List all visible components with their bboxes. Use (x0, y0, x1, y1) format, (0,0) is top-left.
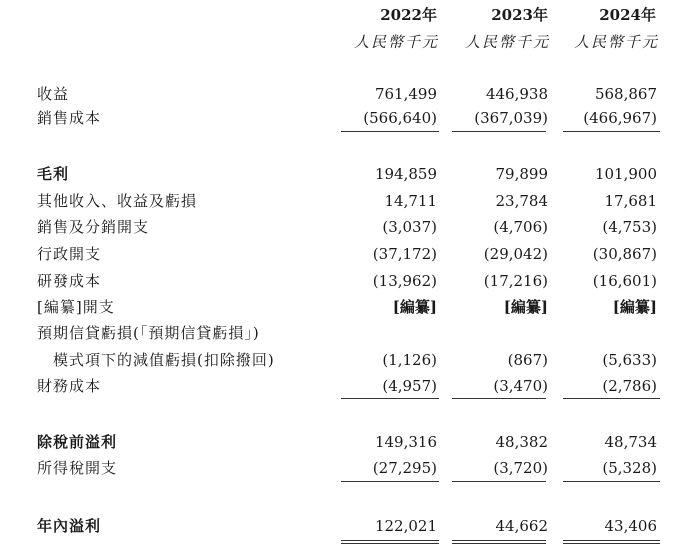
value-2023: 44,662 (495, 517, 548, 535)
row-label: 模式項下的減值虧損(扣除撥回) (53, 351, 275, 369)
row-finance-costs (0, 373, 688, 399)
value-2024: 17,681 (604, 192, 657, 210)
year-header-2023: 2023年 (491, 6, 548, 24)
row-label: 收益 (37, 85, 70, 103)
value-2023: 23,784 (495, 192, 548, 210)
row-profit-for-year (0, 513, 688, 539)
value-2024: (5,633) (602, 351, 657, 369)
row-label: 除稅前溢利 (37, 433, 118, 451)
value-2022: (27,295) (372, 459, 437, 477)
row-label: 銷售成本 (37, 109, 102, 127)
row-selling-expenses (0, 214, 688, 240)
row-admin-expenses (0, 241, 688, 267)
total-double-rule (563, 540, 660, 544)
row-label: 年內溢利 (37, 517, 102, 535)
value-2024: (4,753) (602, 218, 657, 236)
value-2024: 43,406 (604, 517, 657, 535)
row-label: 行政開支 (37, 245, 102, 263)
row-label: 財務成本 (37, 377, 102, 395)
row-label: 研發成本 (37, 272, 102, 290)
value-2022: 761,499 (374, 85, 437, 103)
subtotal-rule (341, 131, 439, 132)
row-label: 毛利 (37, 165, 70, 183)
value-2023: 79,899 (495, 165, 548, 183)
subtotal-rule (452, 398, 546, 399)
value-2023: (29,042) (483, 245, 548, 263)
subtotal-rule (452, 131, 546, 132)
value-2024: (2,786) (602, 377, 657, 395)
value-2023: (867) (507, 351, 548, 369)
value-2024: 48,734 (604, 433, 657, 451)
value-2023: (4,706) (493, 218, 548, 236)
value-2024: (16,601) (592, 272, 657, 290)
value-2024: (30,867) (592, 245, 657, 263)
row-ecl-heading (0, 320, 688, 346)
value-2023: 446,938 (485, 85, 548, 103)
row-income-tax (0, 455, 688, 481)
total-double-rule (452, 540, 546, 544)
row-label: 所得稅開支 (37, 459, 118, 477)
value-2023: [編纂] (503, 298, 548, 316)
subtotal-rule (563, 131, 660, 132)
subtotal-rule (563, 398, 660, 399)
unit-header-2023: 人民幣千元 (464, 33, 550, 51)
value-2024: 568,867 (594, 85, 657, 103)
value-2022: 149,316 (374, 433, 437, 451)
subtotal-rule (341, 481, 439, 482)
value-2023: 48,382 (495, 433, 548, 451)
value-2022: 14,711 (384, 192, 437, 210)
row-redacted-expenses (0, 294, 688, 320)
row-other-income (0, 188, 688, 214)
row-profit-before-tax (0, 429, 688, 455)
value-2022: (4,957) (382, 377, 437, 395)
value-2024: [編纂] (612, 298, 657, 316)
row-label: 銷售及分銷開支 (37, 218, 150, 236)
subtotal-rule (563, 481, 660, 482)
row-gross-profit (0, 161, 688, 187)
row-cost-of-sales (0, 105, 688, 131)
value-2023: (3,470) (493, 377, 548, 395)
row-revenue (0, 81, 688, 107)
value-2022: (37,172) (372, 245, 437, 263)
row-label: 預期信貸虧損(「預期信貸虧損」) (37, 324, 260, 342)
value-2023: (3,720) (493, 459, 548, 477)
unit-header-2022: 人民幣千元 (353, 33, 439, 51)
value-2022: 194,859 (374, 165, 437, 183)
value-2024: (466,967) (583, 109, 657, 127)
subtotal-rule (341, 398, 439, 399)
value-2024: (5,328) (602, 459, 657, 477)
value-2023: (367,039) (474, 109, 548, 127)
row-label: 其他收入、收益及虧損 (37, 192, 198, 210)
value-2022: 122,021 (374, 517, 437, 535)
value-2023: (17,216) (483, 272, 548, 290)
value-2022: (13,962) (372, 272, 437, 290)
row-impairment (0, 347, 688, 373)
subtotal-rule (452, 481, 546, 482)
year-header-2024: 2024年 (599, 6, 656, 24)
row-rd-costs (0, 268, 688, 294)
value-2022: [編纂] (392, 298, 437, 316)
value-2022: (3,037) (382, 218, 437, 236)
value-2024: 101,900 (594, 165, 657, 183)
year-header-2022: 2022年 (380, 6, 437, 24)
row-label: [編纂]開支 (37, 298, 115, 316)
total-double-rule (341, 540, 439, 544)
value-2022: (1,126) (382, 351, 437, 369)
value-2022: (566,640) (363, 109, 437, 127)
unit-header-2024: 人民幣千元 (573, 33, 659, 51)
